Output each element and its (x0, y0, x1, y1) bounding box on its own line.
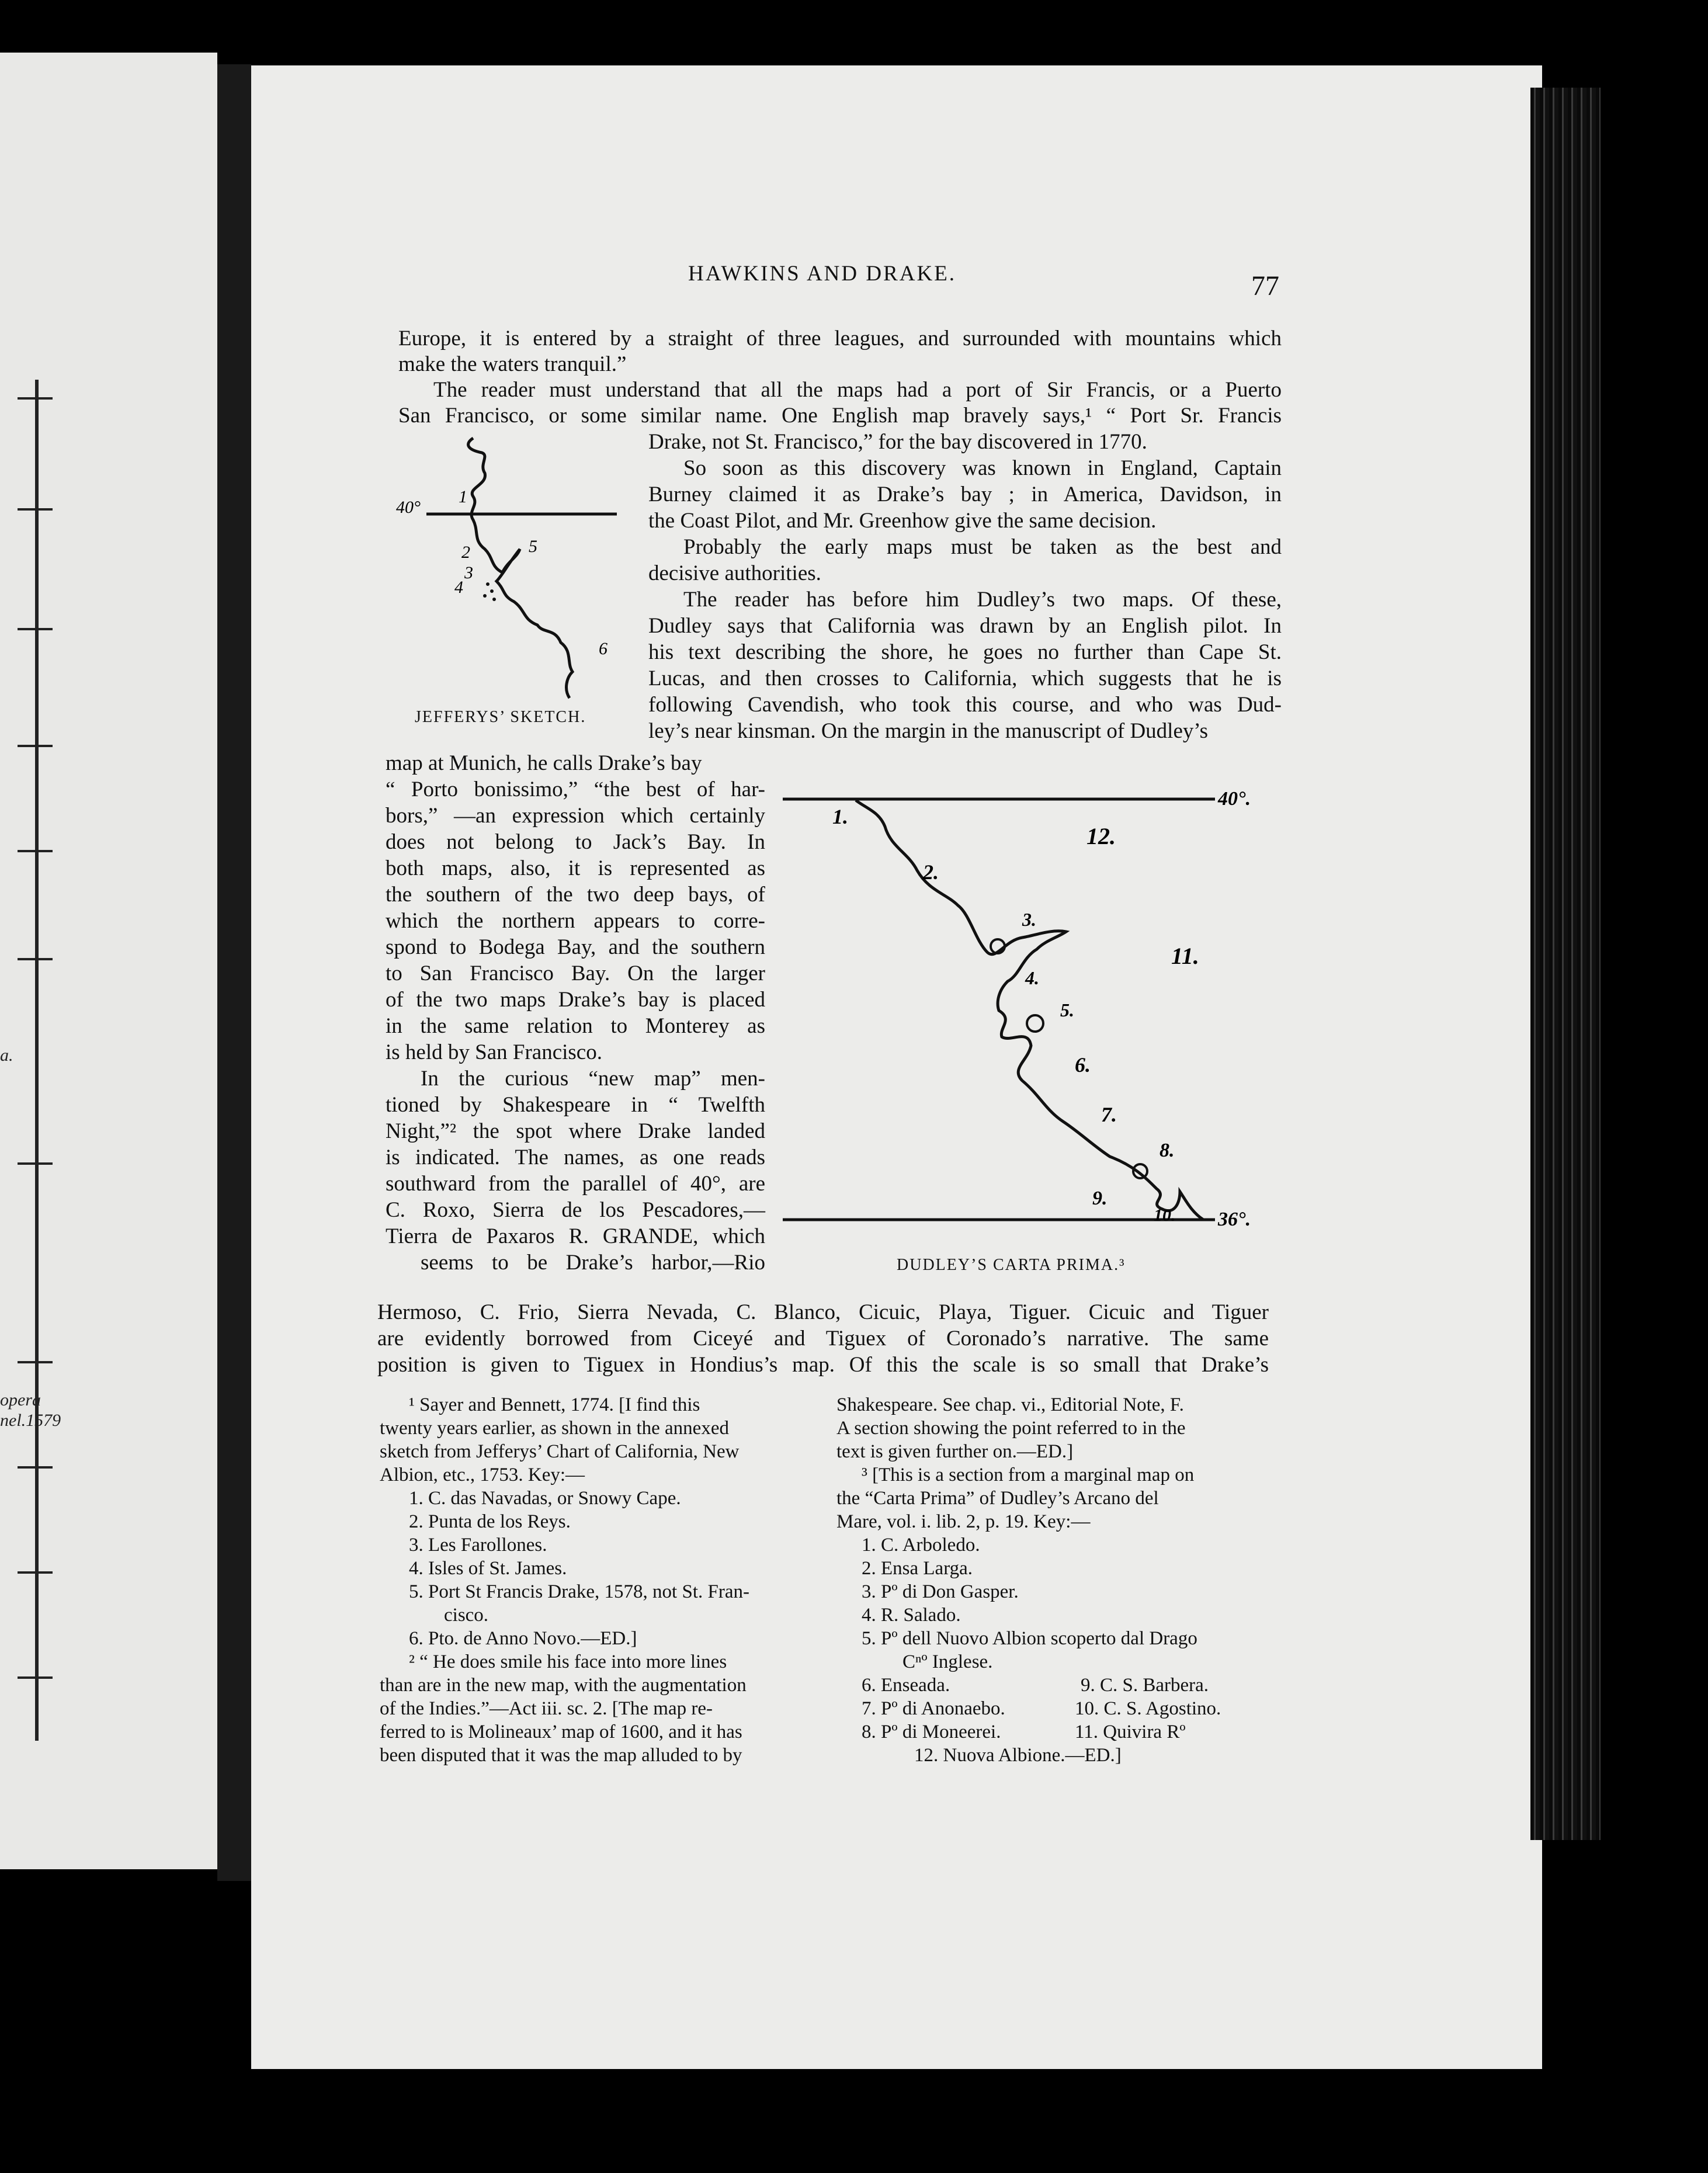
body-line: spond to Bodega Bay, and the southern (386, 935, 765, 959)
scale-bar (35, 380, 39, 1741)
body-line: both maps, also, it is represented as (386, 856, 765, 880)
sketch2-label: 11. (1171, 943, 1199, 969)
sketch2-label: 3. (1022, 909, 1036, 930)
body-line: San Francisco, or some similar name. One English map bravely says,¹ “ Port Sr. Francis (398, 404, 1282, 428)
body-line: to San Francisco Bay. On the larger (386, 961, 765, 985)
footnote-line: 6. Enseada. (862, 1675, 950, 1696)
sketch1-label: 1 (459, 487, 467, 506)
sketch1-label: 4 (454, 578, 463, 597)
sketch2-label: 5. (1060, 999, 1074, 1020)
dudley-sketch (783, 783, 1285, 1238)
footnote-line: 10. C. S. Agostino. (1075, 1698, 1221, 1719)
footnote-line: Cⁿº Inglese. (902, 1651, 993, 1672)
sketch1-label: 6 (599, 639, 607, 658)
sketch1-label: 3 (464, 563, 473, 582)
body-line: Night,”² the spot where Drake landed (386, 1119, 765, 1143)
footnote-line: 1. C. das Navadas, or Snowy Cape. (409, 1488, 681, 1509)
footnote-line: 7. Pº di Anonaebo. (862, 1698, 1005, 1719)
body-line: Burney claimed it as Drake’s bay ; in America, Davidson, in (648, 482, 1282, 506)
sketch1-label: 2 (461, 543, 470, 562)
left-fragment: a. (0, 1046, 13, 1065)
footnote-line: 3. Pº di Don Gasper. (862, 1581, 1019, 1602)
footnote-line: 11. Quivira Rº (1075, 1721, 1186, 1742)
sketch2-caption: DUDLEY’S CARTA PRIMA.³ (897, 1256, 1126, 1274)
parallel-36-label: 36°. (1218, 1209, 1251, 1230)
body-line: decisive authorities. (648, 561, 821, 585)
footnote-line: ³ [This is a section from a marginal map on (862, 1464, 1195, 1485)
page-edge (1530, 88, 1601, 1840)
footnote-line: twenty years earlier, as shown in the annexed (380, 1418, 729, 1439)
scale-tick (18, 850, 53, 852)
footnote-line: text is given further on.—ED.] (836, 1441, 1074, 1462)
body-line: Tierra de Paxaros R. GRANDE, which (386, 1224, 765, 1248)
body-line: southward from the parallel of 40°, are (386, 1172, 765, 1196)
sketch2-label: 8. (1160, 1140, 1175, 1161)
footnote-line: 12. Nuova Albione.—ED.] (914, 1745, 1122, 1766)
scale-tick (18, 1466, 53, 1469)
footnote-line: A section showing the point referred to in the (836, 1418, 1186, 1439)
body-line: In the curious “new map” men- (421, 1067, 765, 1091)
sketch1-label: 5 (529, 537, 537, 556)
scale-tick (18, 1571, 53, 1574)
footnote-line: 3. Les Farollones. (409, 1535, 547, 1556)
footnote-line: 1. C. Arboledo. (862, 1535, 980, 1556)
body-line: is indicated. The names, as one reads (386, 1145, 765, 1169)
footnote-line: 5. Port St Francis Drake, 1578, not St. Fran- (409, 1581, 749, 1602)
body-line: C. Roxo, Sierra de los Pescadores,— (386, 1198, 765, 1222)
scale-tick (18, 1676, 53, 1679)
body-line: bors,” —an expression which certainly (386, 804, 765, 828)
sketch2-label: 1. (832, 805, 848, 828)
body-line: does not belong to Jack’s Bay. In (386, 830, 765, 854)
footnote-line: 6. Pto. de Anno Novo.—ED.] (409, 1628, 637, 1649)
footnote-line: 4. Isles of St. James. (409, 1558, 567, 1579)
sketch1-label: 40° (396, 498, 421, 517)
footnote-line: Albion, etc., 1753. Key:— (380, 1464, 585, 1485)
running-title: HAWKINS AND DRAKE. (688, 262, 957, 286)
left-fragment: opera (0, 1390, 41, 1410)
scale-tick (18, 628, 53, 630)
body-line: which the northern appears to corre- (386, 909, 765, 933)
page-number: 77 (1251, 270, 1279, 301)
sketch2-label: 2. (923, 860, 939, 884)
facing-page (0, 53, 217, 1869)
body-line: “ Porto bonissimo,” “the best of har- (386, 777, 765, 801)
scale-tick (18, 397, 53, 400)
body-line: Hermoso, C. Frio, Sierra Nevada, C. Blanco, Cicuic, Playa, Tiguer. Cicuic and Tiguer (377, 1300, 1269, 1324)
body-line: are evidently borrowed from Ciceyé and Tiguex of Coronado’s narrative. The same (377, 1327, 1269, 1351)
sketch2-label: 7. (1101, 1103, 1117, 1126)
sketch2-label: 4. (1025, 967, 1039, 988)
body-line: The reader has before him Dudley’s two maps. Of these, (683, 588, 1282, 612)
body-line: tioned by Shakespeare in “ Twelfth (386, 1093, 765, 1117)
body-line: The reader must understand that all the maps had a port of Sir Francis, or a Puerto (433, 378, 1282, 402)
left-fragment: nel.1579 (0, 1411, 61, 1430)
footnote-line: 9. C. S. Barbera. (1081, 1675, 1209, 1696)
footnote-line: cisco. (444, 1605, 489, 1626)
body-line: ley’s near kinsman. On the margin in the manuscript of Dudley’s (648, 719, 1209, 743)
body-line: of the two maps Drake’s bay is placed (386, 988, 765, 1012)
scale-tick (18, 1162, 53, 1165)
gutter (217, 64, 251, 1881)
footnote-line: Shakespeare. See chap. vi., Editorial Note, F. (836, 1394, 1184, 1415)
footnote-line: been disputed that it was the map alluded to by (380, 1745, 742, 1766)
footnote-line: of the Indies.”—Act iii. sc. 2. [The map re- (380, 1698, 713, 1719)
footnote-line: 2. Punta de los Reys. (409, 1511, 571, 1532)
scale-tick (18, 1361, 53, 1363)
footnote-line: ferred to is Molineaux’ map of 1600, and it has (380, 1721, 742, 1742)
footnote-line: ² “ He does smile his face into more lines (409, 1651, 727, 1672)
sketch2-label: 12. (1086, 823, 1116, 849)
sketch1-caption: JEFFERYS’ SKETCH. (415, 708, 586, 726)
footnote-line: Mare, vol. i. lib. 2, p. 19. Key:— (836, 1511, 1091, 1532)
body-line: Lucas, and then crosses to California, which suggests that he is (648, 667, 1282, 690)
footnote-line: than are in the new map, with the augmentation (380, 1675, 747, 1696)
body-line: his text describing the shore, he goes no further than Cape St. (648, 640, 1282, 664)
sketch2-label: 9. (1092, 1188, 1108, 1209)
body-line: the Coast Pilot, and Mr. Greenhow give the same decision. (648, 509, 1157, 533)
body-line: seems to be Drake’s harbor,—Rio (421, 1251, 765, 1275)
footnote-line: 2. Ensa Larga. (862, 1558, 973, 1579)
body-line: Probably the early maps must be taken as the best and (683, 535, 1282, 559)
footnote-line: 5. Pº dell Nuovo Albion scoperto dal Drago (862, 1628, 1197, 1649)
body-line: in the same relation to Monterey as (386, 1014, 765, 1038)
body-line: map at Munich, he calls Drake’s bay (386, 751, 702, 775)
body-line: the southern of the two deep bays, of (386, 883, 765, 907)
footnote-line: the “Carta Prima” of Dudley’s Arcano del (836, 1488, 1159, 1509)
sketch2-label: 6. (1075, 1053, 1091, 1077)
parallel-40-label: 40°. (1218, 788, 1251, 810)
body-line: Drake, not St. Francisco,” for the bay discovered in 1770. (648, 430, 1147, 454)
body-line: So soon as this discovery was known in England, Captain (683, 456, 1282, 480)
scale-tick (18, 958, 53, 960)
body-line: make the waters tranquil.” (398, 352, 627, 376)
body-line: position is given to Tiguex in Hondius’s map. Of this the scale is so small that Drake’s (377, 1353, 1269, 1377)
body-line: following Cavendish, who took this course, and who was Dud- (648, 693, 1282, 717)
body-line: Europe, it is entered by a straight of three leagues, and surrounded with mountains which (398, 327, 1282, 350)
sketch2-label: 10. (1154, 1206, 1176, 1225)
jefferys-sketch (386, 432, 631, 701)
scale-tick (18, 745, 53, 747)
body-line: is held by San Francisco. (386, 1040, 602, 1064)
body-line: Dudley says that California was drawn by an English pilot. In (648, 614, 1282, 638)
scale-tick (18, 508, 53, 511)
footnote-line: ¹ Sayer and Bennett, 1774. [I find this (409, 1394, 700, 1415)
footnote-line: 4. R. Salado. (862, 1605, 961, 1626)
footnote-line: 8. Pº di Moneerei. (862, 1721, 1001, 1742)
footnote-line: sketch from Jefferys’ Chart of California, New (380, 1441, 740, 1462)
